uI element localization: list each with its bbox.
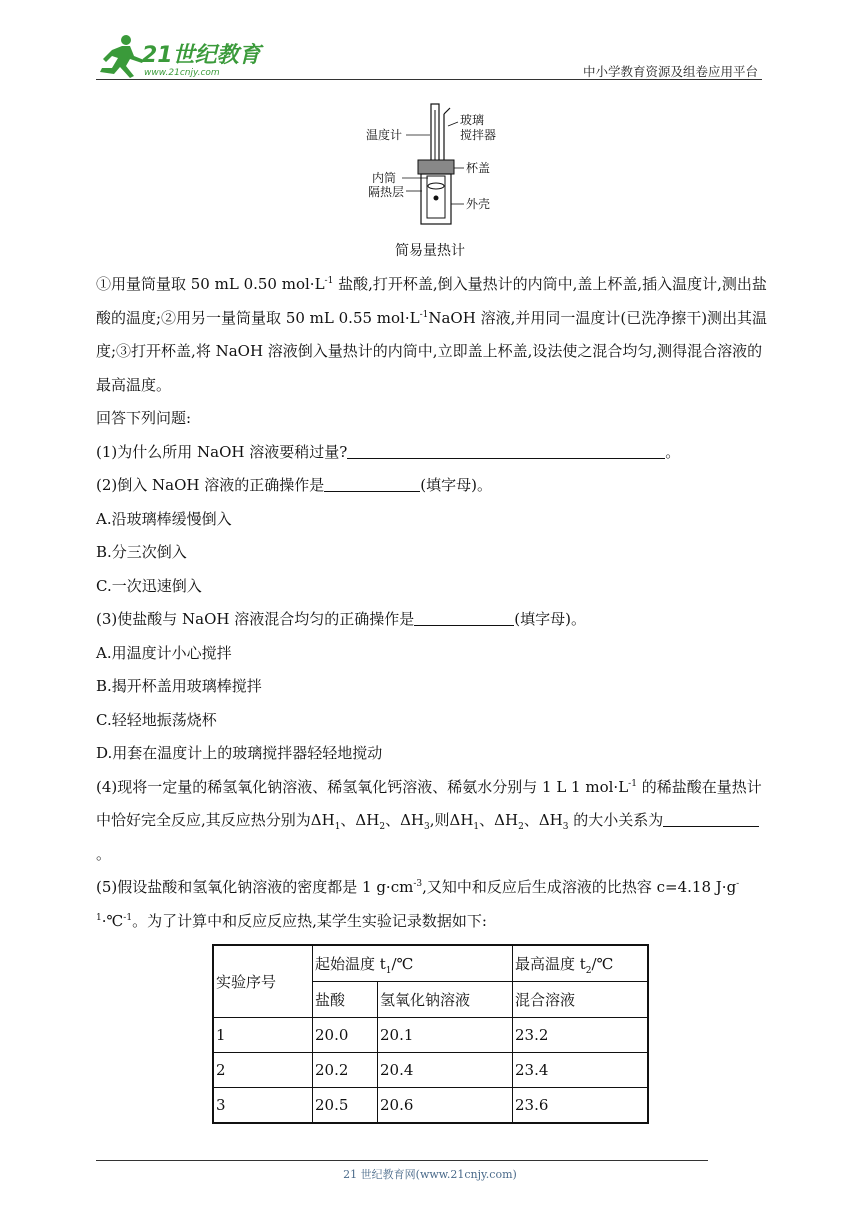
question-3: (3)使盐酸与 NaOH 溶液混合均匀的正确操作是 (填字母)。 bbox=[96, 603, 772, 637]
header-mix: 混合溶液 bbox=[513, 982, 649, 1018]
q2-option-a: A.沿玻璃棒缓慢倒入 bbox=[96, 509, 232, 528]
question-5: (5)假设盐酸和氢氧化钠溶液的密度都是 1 $g\cdot cm^{-3}$,又知中和反应后生成溶液的比热容 c=4.18 $J\cdot g^{-1}\cdot℃^{-1}$。为了计算中和反应反应热,某学生实验记录数据如下: bbox=[96, 878, 740, 930]
header-naoh: 氢氧化钠溶液 bbox=[378, 982, 513, 1018]
q3-option-c: C.轻轻地振荡烧杯 bbox=[96, 710, 217, 729]
header-divider bbox=[96, 79, 762, 80]
logo-text: 21世纪教育 bbox=[142, 43, 261, 68]
answer-blank-3[interactable] bbox=[414, 605, 514, 626]
question-body bbox=[96, 268, 772, 938]
footer-divider bbox=[96, 1160, 708, 1161]
logo-url: www.21cnjy.com bbox=[144, 68, 220, 78]
cell-seq: 2 bbox=[213, 1053, 313, 1088]
answer-blank-2[interactable] bbox=[324, 471, 420, 492]
q3-option-a: A.用温度计小心搅拌 bbox=[96, 643, 232, 662]
answer-blank-1[interactable] bbox=[347, 438, 665, 459]
page-header bbox=[96, 30, 762, 82]
calorimeter-diagram bbox=[340, 98, 520, 248]
cell-hcl: 20.2 bbox=[313, 1053, 378, 1088]
table-row bbox=[213, 1053, 648, 1088]
table-row bbox=[213, 1018, 648, 1053]
q3-option-b: B.揭开杯盖用玻璃棒搅拌 bbox=[96, 677, 262, 695]
cell-seq: 3 bbox=[213, 1088, 313, 1124]
site-logo[interactable] bbox=[96, 30, 266, 80]
header-hcl: 盐酸 bbox=[313, 982, 378, 1018]
cell-mix: 23.4 bbox=[513, 1053, 649, 1088]
q3-option-d: D.用套在温度计上的玻璃搅拌器轻轻地搅动 bbox=[96, 744, 383, 762]
question-2: (2)倒入 NaOH 溶液的正确操作是 (填字母)。 bbox=[96, 469, 772, 503]
table-row bbox=[213, 1088, 648, 1124]
answer-blank-4[interactable] bbox=[663, 806, 759, 827]
label-stirrer-2: 搅拌器 bbox=[460, 128, 497, 142]
cell-mix: 23.6 bbox=[513, 1088, 649, 1124]
footer-link[interactable]: 21 世纪教育网(www.21cnjy.com) bbox=[343, 1168, 517, 1181]
cell-hcl: 20.5 bbox=[313, 1088, 378, 1124]
cell-naoh: 20.1 bbox=[378, 1018, 513, 1053]
question-1: (1)为什么所用 NaOH 溶液要稍过量? 。 bbox=[96, 436, 772, 470]
cell-seq: 1 bbox=[213, 1018, 313, 1053]
label-inner: 内筒 bbox=[372, 171, 397, 185]
site-name: 中小学教育资源及组卷应用平台 bbox=[582, 64, 758, 79]
prompt: 回答下列问题: bbox=[96, 409, 192, 427]
cell-hcl: 20.0 bbox=[313, 1018, 378, 1053]
procedure-paragraph: ①用量筒量取 50 mL 0.50 $mol\cdot L^{-1}$ 盐酸,打开杯盖,倒入量热计的内筒中,盖上杯盖,插入温度计,测出盐酸的温度;②用另一量筒量取 50 mL 0.55 $mol\cdot L^{-1}NaOH$ 溶液,并用同一温度计(已洗净擦干)测出其温度;③打开杯盖,将 NaOH 溶液倒入量热计的内筒中,立即盖上杯盖,设法使之混合均匀,测得混合溶液的最高温度。 bbox=[96, 275, 768, 394]
cell-mix: 23.2 bbox=[513, 1018, 649, 1053]
cell-naoh: 20.4 bbox=[378, 1053, 513, 1088]
figure-caption: 简易量热计 bbox=[395, 243, 465, 259]
label-shell: 外壳 bbox=[466, 197, 491, 211]
q2-option-b: B.分三次倒入 bbox=[96, 543, 187, 561]
label-insulation: 隔热层 bbox=[368, 185, 405, 199]
label-stirrer-1: 玻璃 bbox=[460, 113, 485, 127]
label-thermometer: 温度计 bbox=[366, 128, 403, 142]
question-4: (4)现将一定量的稀氢氧化钠溶液、稀氢氧化钙溶液、稀氨水分别与 1 L 1 $mol\cdot L^{-1}$ 的稀盐酸在量热计中恰好完全反应,其反应热分别为$\Delta H_1$、$\Delta H_2$、$\Delta H_3$,则$\Delta H_1$、$\Delta H_2$、$\Delta H_3$ 的大小关系为。 bbox=[96, 777, 762, 863]
label-lid: 杯盖 bbox=[466, 161, 491, 175]
header-seq: 实验序号 bbox=[213, 945, 313, 1018]
experiment-data-table bbox=[212, 944, 649, 1124]
q2-option-c: C.一次迅速倒入 bbox=[96, 576, 202, 595]
header-start-temp: 起始温度 $t_1/℃$ bbox=[313, 945, 513, 982]
header-max-temp: 最高温度 $t_2/℃$ bbox=[513, 945, 649, 982]
cell-naoh: 20.6 bbox=[378, 1088, 513, 1124]
